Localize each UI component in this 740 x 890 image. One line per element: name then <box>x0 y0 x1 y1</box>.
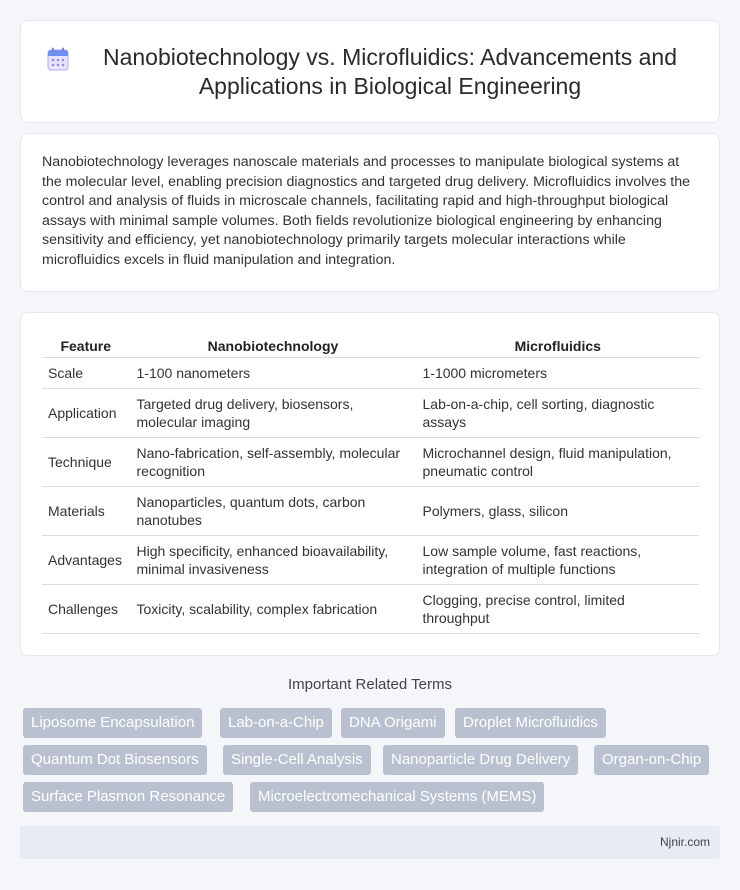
related-term-tag[interactable]: DNA Origami <box>341 708 445 738</box>
footer-site-name[interactable]: Njnir.com <box>659 835 710 849</box>
intro-paragraph: Nanobiotechnology leverages nanoscale materials and processes to manipulate biological systems at the molecular level, enabling precision diagnostics and targeted drug delivery. Microfluidics involves the control and analysis of fluids in microscale channels, facilitating rapid and high-throughput biological assays with minimal sample volumes. Both fields revolutionize biological engineering by enhancing sensitivity and efficiency, yet nanobiotechnology primarily targets molecular interactions while microfluidics excels in fluid manipulation and integration. <box>42 154 690 268</box>
micro-cell: Clogging, precise control, limited throughput <box>416 584 699 633</box>
nano-cell: Nano-fabrication, self-assembly, molecular recognition <box>130 437 416 486</box>
nano-cell: High specificity, enhanced bioavailability, minimal invasiveness <box>130 535 416 584</box>
table-header-row <box>42 333 699 357</box>
feature-cell: Application <box>42 388 130 437</box>
feature-cell: Advantages <box>42 535 130 584</box>
feature-cell: Scale <box>42 357 130 388</box>
micro-cell: Low sample volume, fast reactions, integration of multiple functions <box>416 535 699 584</box>
comparison-table <box>42 333 699 634</box>
intro-card <box>20 133 720 292</box>
nano-cell: 1-100 nanometers <box>130 357 416 388</box>
table-row <box>42 584 699 633</box>
table-row <box>42 535 699 584</box>
feature-cell: Technique <box>42 437 130 486</box>
nano-cell: Nanoparticles, quantum dots, carbon nanotubes <box>130 486 416 535</box>
related-term-tag[interactable]: Liposome Encapsulation <box>23 708 202 738</box>
page-title: Nanobiotechnology vs. Microfluidics: Advancements and Applications in Biological Engineering <box>102 43 678 99</box>
nano-cell: Toxicity, scalability, complex fabrication <box>130 584 416 633</box>
related-term-tag[interactable]: Droplet Microfluidics <box>455 708 606 738</box>
footer <box>20 826 720 859</box>
micro-cell: Lab-on-a-chip, cell sorting, diagnostic assays <box>416 388 699 437</box>
micro-cell: Microchannel design, fluid manipulation, pneumatic control <box>416 437 699 486</box>
feature-cell: Challenges <box>42 584 130 633</box>
header-microfluidics: Microfluidics <box>416 333 699 357</box>
nano-cell: Targeted drug delivery, biosensors, molecular imaging <box>130 388 416 437</box>
related-term-tag[interactable]: Quantum Dot Biosensors <box>23 745 207 775</box>
feature-cell: Materials <box>42 486 130 535</box>
comparison-table-card <box>20 312 720 656</box>
header-feature: Feature <box>42 333 130 357</box>
micro-cell: 1-1000 micrometers <box>416 357 699 388</box>
table-row <box>42 437 699 486</box>
related-term-tag[interactable]: Microelectromechanical Systems (MEMS) <box>250 782 544 812</box>
related-term-tag[interactable]: Nanoparticle Drug Delivery <box>383 745 578 775</box>
table-row <box>42 486 699 535</box>
related-term-tag[interactable]: Surface Plasmon Resonance <box>23 782 233 812</box>
title-card <box>20 20 720 123</box>
related-terms-heading: Important Related Terms <box>288 676 452 693</box>
related-term-tag[interactable]: Single-Cell Analysis <box>223 745 371 775</box>
table-row <box>42 357 699 388</box>
related-term-tag[interactable]: Organ-on-Chip <box>594 745 709 775</box>
micro-cell: Polymers, glass, silicon <box>416 486 699 535</box>
table-row <box>42 388 699 437</box>
related-term-tag[interactable]: Lab-on-a-Chip <box>220 708 332 738</box>
header-nanobiotechnology: Nanobiotechnology <box>130 333 416 357</box>
